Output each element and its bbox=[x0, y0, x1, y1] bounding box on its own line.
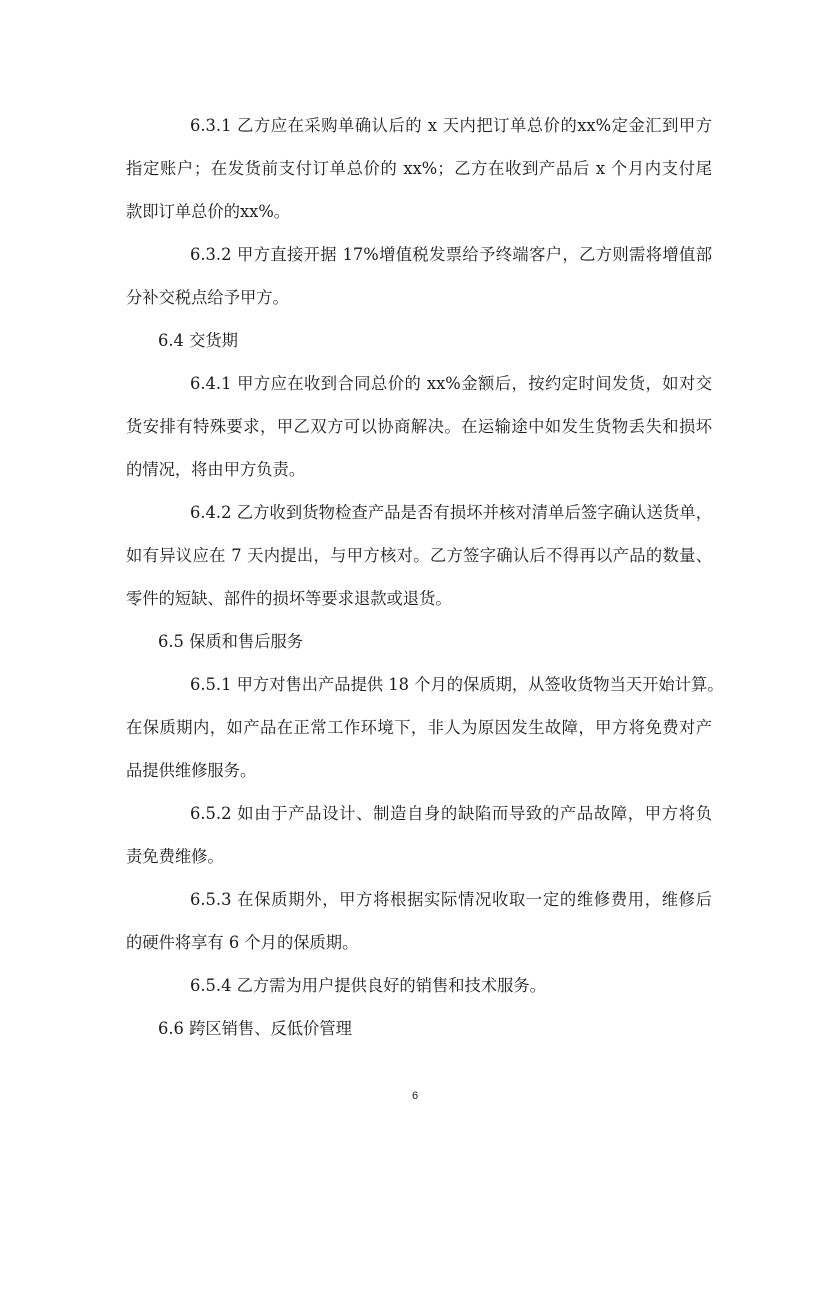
text-line: 6.3.2 甲方直接开据 17%增值税发票给予终端客户，乙方则需将增值部 bbox=[190, 245, 712, 264]
text-line: 责免费维修。 bbox=[126, 847, 224, 866]
section-heading-h64 bbox=[126, 319, 712, 362]
clause-p653 bbox=[126, 878, 712, 964]
text-line: 的硬件将享有 6 个月的保质期。 bbox=[126, 933, 359, 952]
text-line: 6.3.1 乙方应在采购单确认后的 x 天内把订单总价的xx%定金汇到甲方 bbox=[190, 116, 712, 135]
text-line: 6.5.3 在保质期外，甲方将根据实际情况收取一定的维修费用，维修后 bbox=[190, 890, 712, 909]
section-heading-h65 bbox=[126, 620, 712, 663]
text-line: 品提供维修服务。 bbox=[126, 761, 257, 780]
text-line: 零件的短缺、部件的损坏等要求退款或退货。 bbox=[126, 589, 452, 608]
text-line: 指定账户；在发货前支付订单总价的 xx%；乙方在收到产品后 x 个月内支付尾 bbox=[126, 159, 712, 178]
text-line: 款即订单总价的xx%。 bbox=[126, 202, 291, 221]
clause-p641 bbox=[126, 362, 712, 491]
clause-p642 bbox=[126, 491, 712, 620]
text-line: 如有异议应在 7 天内提出，与甲方核对。乙方签字确认后不得再以产品的数量、 bbox=[126, 546, 712, 565]
text-line: 的情况，将由甲方负责。 bbox=[126, 460, 306, 479]
clause-p631 bbox=[126, 104, 712, 233]
clause-p651 bbox=[126, 663, 724, 792]
text-line: 分补交税点给予甲方。 bbox=[126, 288, 289, 307]
clause-p632 bbox=[126, 233, 712, 319]
text-line: 6.6 跨区销售、反低价管理 bbox=[158, 1019, 352, 1038]
text-line: 6.5.4 乙方需为用户提供良好的销售和技术服务。 bbox=[190, 976, 546, 995]
text-line: 6.4.1 甲方应在收到合同总价的 xx%金额后，按约定时间发货，如对交 bbox=[190, 374, 712, 393]
document-body bbox=[126, 104, 724, 1050]
page-number: 6 bbox=[411, 1090, 419, 1102]
text-line: 6.4.2 乙方收到货物检查产品是否有损坏并核对清单后签字确认送货单， bbox=[190, 503, 712, 522]
text-line: 6.5.2 如由于产品设计、制造自身的缺陷而导致的产品故障，甲方将负 bbox=[190, 804, 712, 823]
clause-p652 bbox=[126, 792, 712, 878]
text-line: 6.4 交货期 bbox=[158, 331, 238, 350]
text-line: 货安排有特殊要求，甲乙双方可以协商解决。在运输途中如发生货物丢失和损坏 bbox=[126, 417, 712, 436]
section-heading-h66 bbox=[126, 1007, 712, 1050]
text-line: 在保质期内，如产品在正常工作环境下，非人为原因发生故障，甲方将免费对产 bbox=[126, 718, 712, 737]
clause-p654 bbox=[126, 964, 712, 1007]
text-line: 6.5 保质和售后服务 bbox=[158, 632, 304, 651]
text-line: 6.5.1 甲方对售出产品提供 18 个月的保质期，从签收货物当天开始计算。 bbox=[190, 675, 724, 694]
